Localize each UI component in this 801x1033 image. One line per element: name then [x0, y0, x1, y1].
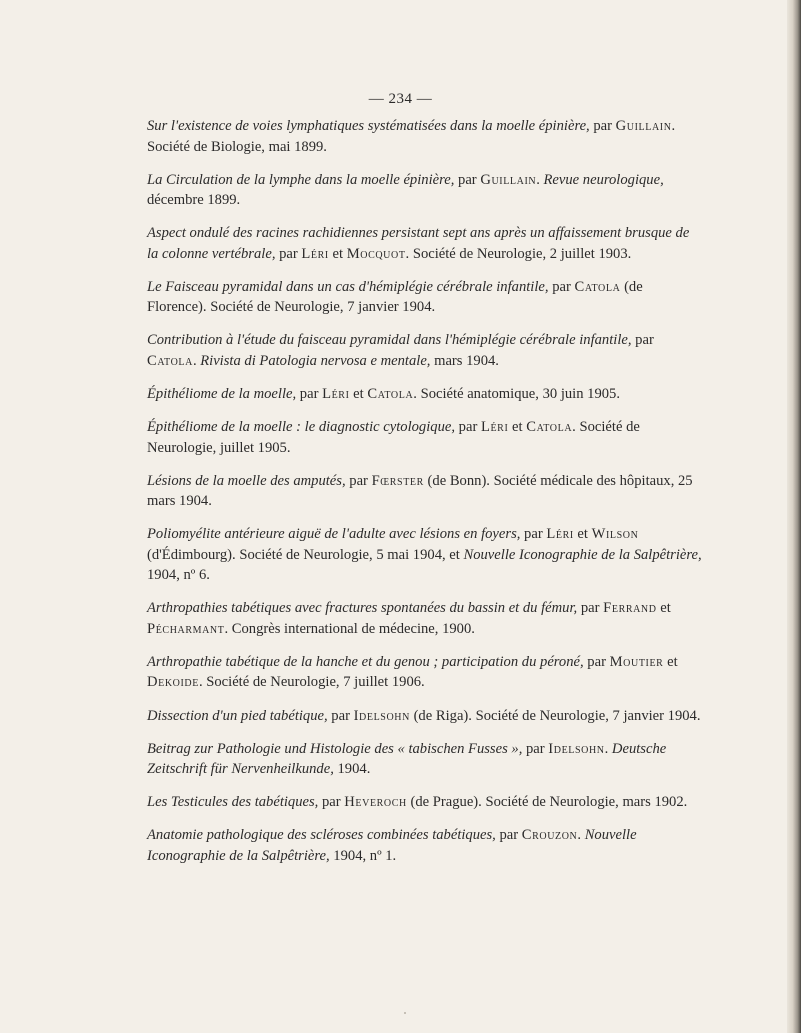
reference-entry: Les Testicules des tabétiques, par Heveroch (de Prague). Société de Neurologie, mars 1902. — [147, 794, 688, 811]
reference-entry: Anatomie pathologique des scléroses combinées tabétiques, par Crouzon. Nouvelle Iconographie de la Salpêtrière, 1904, nº 1. — [147, 827, 637, 864]
reference-source: décembre 1899. — [147, 192, 241, 209]
reference-author: Dekoide — [147, 674, 199, 691]
reference-title: Le Faisceau pyramidal dans un cas d'hémiplégie cérébrale infantile, — [147, 278, 549, 295]
reference-title: La Circulation de la lymphe dans la moelle épinière, — [147, 171, 455, 188]
reference-title: Arthropathies tabétiques avec fractures spontanées du bassin et du fémur, — [147, 600, 578, 617]
reference-title: Anatomie pathologique des scléroses combinées tabétiques, — [147, 827, 496, 844]
reference-entry: Dissection d'un pied tabétique, par Idelsohn (de Riga). Société de Neurologie, 7 janvier 1904. — [147, 707, 701, 724]
reference-author: Léri — [546, 526, 574, 543]
reference-title: Épithéliome de la moelle, — [147, 385, 297, 402]
reference-title: Poliomyélite antérieure aiguë de l'adulte avec lésions en foyers, — [147, 526, 521, 543]
reference-author: Crouzon — [521, 827, 578, 844]
reference-list — [147, 116, 702, 866]
reference-source: Société de Neurologie, 7 juillet 1906. — [206, 674, 425, 691]
reference-entry: Arthropathie tabétique de la hanche et du genou ; participation du péroné, par Moutier et Dekoide. Société de Neurologie, 7 juillet 1906. — [147, 653, 678, 691]
reference-title: Sur l'existence de voies lymphatiques systématisées dans la moelle épinière, — [147, 118, 590, 134]
reference-author: Catola — [367, 385, 414, 402]
page-edge-shadow — [787, 0, 801, 1033]
reference-source: Société de Neurologie, juillet 1905. — [147, 419, 640, 456]
reference-source: 1904. — [333, 761, 371, 778]
reference-author: Fœrster — [371, 472, 424, 489]
reference-entry: Épithéliome de la moelle, par Léri et Catola. Société anatomique, 30 juin 1905. — [147, 385, 621, 402]
reference-entry: Poliomyélite antérieure aiguë de l'adulte avec lésions en foyers, par Léri et Wilson (d'Édimbourg). Société de Neurologie, 5 mai 1904, et Nouvelle Iconographie de la Salpêtrière, 1904, nº 6. — [147, 526, 702, 584]
reference-title: Dissection d'un pied tabétique, — [147, 707, 328, 724]
reference-source: Société de Neurologie, 7 janvier 1904. — [210, 299, 436, 316]
reference-author: Léri — [301, 245, 329, 262]
reference-entry: La Circulation de la lymphe dans la moelle épinière, par Guillain. Revue neurologique, décembre 1899. — [147, 171, 664, 209]
reference-entry: Beitrag zur Pathologie und Histologie des « tabischen Fusses », par Idelsohn. Deutsche Zeitschrift für Nervenheilkunde, 1904. — [147, 740, 667, 778]
reference-entry: Le Faisceau pyramidal dans un cas d'hémiplégie cérébrale infantile, par Catola (de Florence). Société de Neurologie, 7 janvier 1904. — [147, 278, 643, 316]
reference-title: Lésions de la moelle des amputés, — [147, 472, 346, 489]
reference-source: mars 1904. — [430, 352, 499, 369]
reference-author: Catola — [526, 419, 573, 436]
reference-author: Wilson — [591, 526, 639, 543]
reference-entry: Aspect ondulé des racines rachidiennes persistant sept ans après un affaissement brusque de la colonne vertébrale, par Léri et Mocquot. Société de Neurologie, 2 juillet 1903. — [147, 225, 690, 262]
reference-source: Congrès international de médecine, 1900. — [231, 620, 475, 637]
reference-entry: Lésions de la moelle des amputés, par Fœrster (de Bonn). Société médicale des hôpitaux, 25 mars 1904. — [147, 472, 693, 510]
reference-title: Les Testicules des tabétiques, — [147, 794, 319, 811]
reference-journal: Nouvelle Iconographie de la Salpêtrière, — [147, 827, 637, 864]
reference-author: Guillain — [480, 171, 537, 188]
reference-journal: Deutsche Zeitschrift für Nervenheilkunde, — [147, 740, 667, 778]
reference-source: Société de Neurologie, 5 mai 1904, et — [239, 546, 464, 563]
reference-entry: Épithéliome de la moelle : le diagnostic cytologique, par Léri et Catola. Société de Neurologie, juillet 1905. — [147, 419, 640, 456]
reference-source: Société de Neurologie, 2 juillet 1903. — [412, 245, 632, 262]
reference-issue: 1904, nº 6. — [147, 567, 210, 584]
reference-title: Contribution à l'étude du faisceau pyramidal dans l'hémiplégie cérébrale infantile, — [147, 332, 632, 349]
reference-source: Société de Neurologie, 7 janvier 1904. — [475, 707, 701, 724]
reference-title: Épithéliome de la moelle : le diagnostic cytologique, — [147, 419, 456, 436]
reference-author: Moutier — [609, 653, 664, 670]
reference-entry: Arthropathies tabétiques avec fractures spontanées du bassin et du fémur, par Ferrand et Pécharmant. Congrès international de médecine, 1900. — [147, 600, 671, 637]
reference-source: Société médicale des hôpitaux, 25 mars 1904. — [147, 472, 693, 510]
reference-source: Société anatomique, 30 juin 1905. — [420, 385, 621, 402]
reference-entry: Sur l'existence de voies lymphatiques systématisées dans la moelle épinière, par Guillain. Société de Biologie, mai 1899. — [147, 118, 676, 155]
reference-author: Ferrand — [603, 600, 657, 617]
reference-title: Arthropathie tabétique de la hanche et du genou ; participation du péroné, — [147, 653, 584, 670]
reference-journal: Revue neurologique, — [543, 171, 664, 188]
reference-title: Beitrag zur Pathologie und Histologie des « tabischen Fusses », — [147, 740, 523, 757]
reference-author: Catola — [574, 278, 621, 295]
reference-author: Idelsohn — [353, 707, 410, 724]
reference-author: Pécharmant — [147, 620, 225, 637]
reference-author: Catola — [147, 352, 193, 369]
reference-title: Aspect ondulé des racines rachidiennes persistant sept ans après un affaissement brusque de la colonne vertébrale, — [147, 225, 690, 262]
reference-entry: Contribution à l'étude du faisceau pyramidal dans l'hémiplégie cérébrale infantile, par Catola. Rivista di Patologia nervosa e mentale, mars 1904. — [147, 332, 654, 369]
reference-source: 1904, nº 1. — [329, 847, 397, 864]
reference-author: Guillain — [615, 118, 672, 134]
reference-author: Heveroch — [344, 794, 407, 811]
reference-author: Léri — [322, 385, 350, 402]
paper-speck — [404, 1012, 406, 1014]
page-number: — 234 — — [368, 91, 433, 107]
reference-journal: Nouvelle Iconographie de la Salpêtrière, — [463, 546, 702, 563]
reference-source: Société de Neurologie, mars 1902. — [485, 794, 688, 811]
reference-source: Société de Biologie, mai 1899. — [147, 138, 327, 155]
reference-journal: Rivista di Patologia nervosa e mentale, — [200, 352, 431, 369]
reference-author: Léri — [480, 419, 509, 436]
reference-author: Mocquot — [346, 245, 406, 262]
reference-author: Idelsohn — [548, 740, 605, 757]
